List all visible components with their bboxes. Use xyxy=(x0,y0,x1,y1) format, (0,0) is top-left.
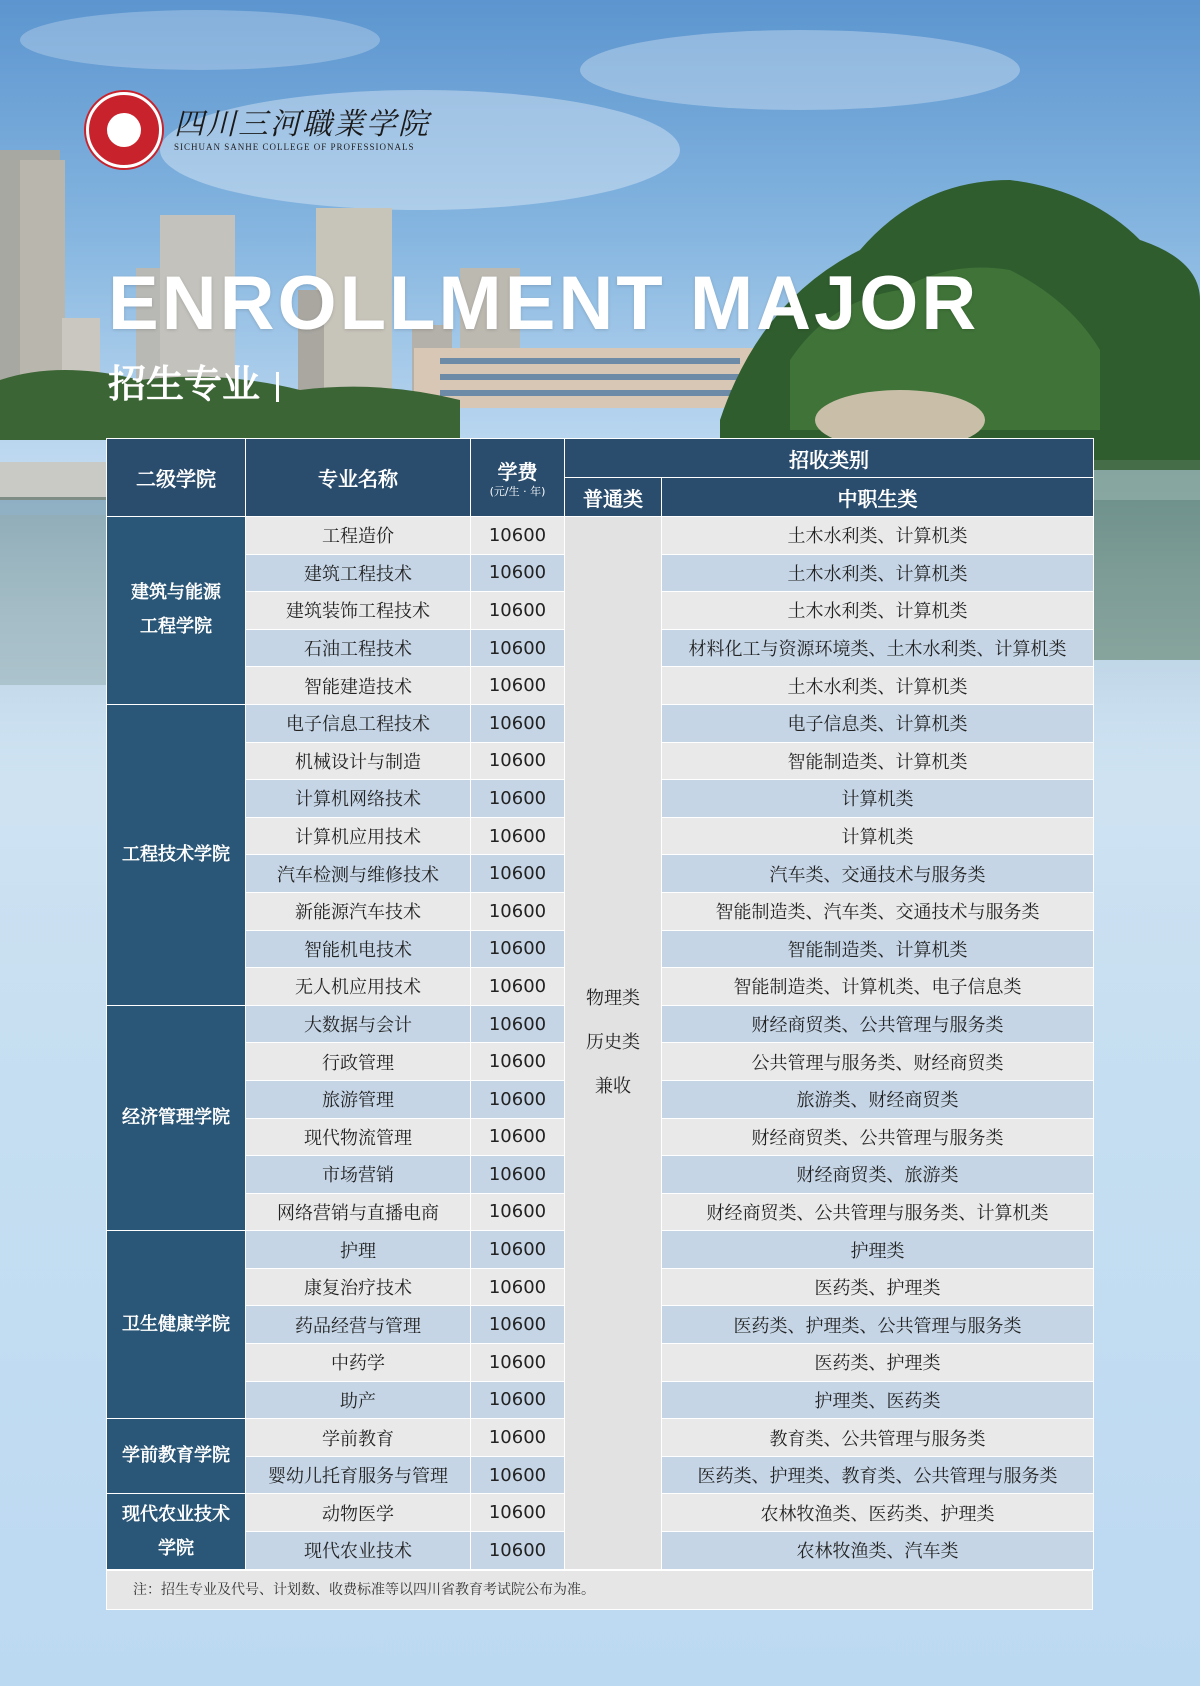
tuition-cell: 10600 xyxy=(471,554,565,592)
vocational-category-cell: 护理类 xyxy=(662,1231,1094,1269)
vocational-category-cell: 土木水利类、计算机类 xyxy=(662,517,1094,555)
vocational-category-cell: 土木水利类、计算机类 xyxy=(662,554,1094,592)
vocational-category-cell: 智能制造类、计算机类 xyxy=(662,930,1094,968)
major-name-cell: 工程造价 xyxy=(246,517,471,555)
major-name-cell: 现代物流管理 xyxy=(246,1118,471,1156)
vocational-category-cell: 医药类、护理类 xyxy=(662,1344,1094,1382)
tuition-cell: 10600 xyxy=(471,1231,565,1269)
tuition-cell: 10600 xyxy=(471,1193,565,1231)
tuition-cell: 10600 xyxy=(471,592,565,630)
vocational-category-cell: 电子信息类、计算机类 xyxy=(662,704,1094,742)
tuition-cell: 10600 xyxy=(471,1005,565,1043)
major-name-cell: 计算机网络技术 xyxy=(246,780,471,818)
tuition-cell: 10600 xyxy=(471,742,565,780)
vocational-category-cell: 财经商贸类、公共管理与服务类 xyxy=(662,1118,1094,1156)
tuition-cell: 10600 xyxy=(471,1043,565,1081)
department-name-line: 工程学院 xyxy=(140,616,212,638)
major-name-cell: 旅游管理 xyxy=(246,1080,471,1118)
major-name-cell: 机械设计与制造 xyxy=(246,742,471,780)
department-name-line: 卫生健康学院 xyxy=(122,1313,230,1335)
major-name-cell: 电子信息工程技术 xyxy=(246,704,471,742)
major-name-cell: 石油工程技术 xyxy=(246,629,471,667)
vocational-category-cell: 智能制造类、计算机类 xyxy=(662,742,1094,780)
vocational-category-cell: 财经商贸类、公共管理与服务类 xyxy=(662,1005,1094,1043)
tuition-cell: 10600 xyxy=(471,892,565,930)
major-name-cell: 网络营销与直播电商 xyxy=(246,1193,471,1231)
college-logo xyxy=(86,92,430,168)
vocational-category-cell: 计算机类 xyxy=(662,817,1094,855)
major-name-cell: 智能建造技术 xyxy=(246,667,471,705)
header-fee xyxy=(471,439,565,517)
tuition-cell: 10600 xyxy=(471,517,565,555)
tuition-cell: 10600 xyxy=(471,667,565,705)
department-name-line: 学前教育学院 xyxy=(122,1445,230,1467)
major-name-cell: 汽车检测与维修技术 xyxy=(246,855,471,893)
regular-category-line: 历史类 xyxy=(586,1031,640,1053)
department-name-line: 学院 xyxy=(158,1537,194,1559)
department-name-line: 经济管理学院 xyxy=(122,1107,230,1128)
vocational-category-cell: 农林牧渔类、医药类、护理类 xyxy=(662,1494,1094,1532)
vocational-category-cell: 财经商贸类、旅游类 xyxy=(662,1156,1094,1194)
vocational-category-cell: 智能制造类、计算机类、电子信息类 xyxy=(662,968,1094,1006)
vocational-category-cell: 旅游类、财经商贸类 xyxy=(662,1080,1094,1118)
major-name-cell: 护理 xyxy=(246,1231,471,1269)
vocational-category-cell: 公共管理与服务类、财经商贸类 xyxy=(662,1043,1094,1081)
vocational-category-cell: 教育类、公共管理与服务类 xyxy=(662,1419,1094,1457)
table-row xyxy=(107,517,1094,555)
major-name-cell: 药品经营与管理 xyxy=(246,1306,471,1344)
tuition-cell: 10600 xyxy=(471,930,565,968)
header-fee-unit: (元/生 · 年) xyxy=(489,485,546,498)
major-name-cell: 中药学 xyxy=(246,1344,471,1382)
major-name-cell: 学前教育 xyxy=(246,1419,471,1457)
tuition-cell: 10600 xyxy=(471,1344,565,1382)
major-name-cell: 现代农业技术 xyxy=(246,1532,471,1570)
major-name-cell: 建筑装饰工程技术 xyxy=(246,592,471,630)
header-vocational: 中职生类 xyxy=(662,478,1094,517)
vocational-category-cell: 农林牧渔类、汽车类 xyxy=(662,1532,1094,1570)
regular-category-line: 物理类 xyxy=(586,987,640,1009)
major-name-cell: 行政管理 xyxy=(246,1043,471,1081)
tuition-cell: 10600 xyxy=(471,780,565,818)
major-name-cell: 智能机电技术 xyxy=(246,930,471,968)
tuition-cell: 10600 xyxy=(471,855,565,893)
enrollment-table xyxy=(106,438,1094,1570)
college-seal-icon xyxy=(86,92,162,168)
tuition-cell: 10600 xyxy=(471,1306,565,1344)
department-cell xyxy=(107,517,246,705)
vocational-category-cell: 材料化工与资源环境类、土木水利类、计算机类 xyxy=(662,629,1094,667)
major-name-cell: 市场营销 xyxy=(246,1156,471,1194)
vocational-category-cell: 财经商贸类、公共管理与服务类、计算机类 xyxy=(662,1193,1094,1231)
department-name-line: 建筑与能源 xyxy=(131,582,221,604)
department-cell xyxy=(107,704,246,1005)
footnote: 注：招生专业及代号、计划数、收费标准等以四川省教育考试院公布为准。 xyxy=(106,1570,1093,1610)
header-category: 招收类别 xyxy=(565,439,1094,478)
vocational-category-cell: 医药类、护理类、公共管理与服务类 xyxy=(662,1306,1094,1344)
vocational-category-cell: 土木水利类、计算机类 xyxy=(662,592,1094,630)
title-chinese: 招生专业 xyxy=(108,362,261,406)
tuition-cell: 10600 xyxy=(471,1080,565,1118)
department-cell xyxy=(107,1231,246,1419)
major-name-cell: 无人机应用技术 xyxy=(246,968,471,1006)
tuition-cell: 10600 xyxy=(471,817,565,855)
department-name-line: 工程技术学院 xyxy=(122,843,230,865)
regular-category-line: 兼收 xyxy=(595,1075,631,1097)
title-divider xyxy=(276,372,279,402)
major-name-cell: 新能源汽车技术 xyxy=(246,892,471,930)
vocational-category-cell: 医药类、护理类、教育类、公共管理与服务类 xyxy=(662,1456,1094,1494)
department-name-line: 现代农业技术 xyxy=(122,1503,230,1525)
major-name-cell: 婴幼儿托育服务与管理 xyxy=(246,1456,471,1494)
tuition-cell: 10600 xyxy=(471,1456,565,1494)
table-body xyxy=(107,517,1094,1570)
tuition-cell: 10600 xyxy=(471,1419,565,1457)
tuition-cell: 10600 xyxy=(471,1118,565,1156)
major-name-cell: 计算机应用技术 xyxy=(246,817,471,855)
vocational-category-cell: 医药类、护理类 xyxy=(662,1268,1094,1306)
vocational-category-cell: 智能制造类、汽车类、交通技术与服务类 xyxy=(662,892,1094,930)
major-name-cell: 大数据与会计 xyxy=(246,1005,471,1043)
header-major: 专业名称 xyxy=(246,439,471,517)
major-name-cell: 建筑工程技术 xyxy=(246,554,471,592)
major-name-cell: 助产 xyxy=(246,1381,471,1419)
vocational-category-cell: 汽车类、交通技术与服务类 xyxy=(662,855,1094,893)
department-cell xyxy=(107,1419,246,1494)
title-english: ENROLLMENT MAJOR xyxy=(108,261,980,346)
tuition-cell: 10600 xyxy=(471,1381,565,1419)
vocational-category-cell: 计算机类 xyxy=(662,780,1094,818)
tuition-cell: 10600 xyxy=(471,968,565,1006)
major-name-cell: 康复治疗技术 xyxy=(246,1268,471,1306)
logo-chinese-name: 四川三河職業学院 xyxy=(174,107,430,142)
vocational-category-cell: 土木水利类、计算机类 xyxy=(662,667,1094,705)
header-regular: 普通类 xyxy=(565,478,662,517)
regular-category-cell xyxy=(565,517,662,1570)
vocational-category-cell: 护理类、医药类 xyxy=(662,1381,1094,1419)
logo-english-name: SICHUAN SANHE COLLEGE OF PROFESSIONALS xyxy=(174,142,415,152)
tuition-cell: 10600 xyxy=(471,1532,565,1570)
tuition-cell: 10600 xyxy=(471,1268,565,1306)
tuition-cell: 10600 xyxy=(471,629,565,667)
department-cell xyxy=(107,1005,246,1231)
header-dept: 二级学院 xyxy=(107,439,246,517)
tuition-cell: 10600 xyxy=(471,1494,565,1532)
department-cell xyxy=(107,1494,246,1569)
major-name-cell: 动物医学 xyxy=(246,1494,471,1532)
tuition-cell: 10600 xyxy=(471,1156,565,1194)
tuition-cell: 10600 xyxy=(471,704,565,742)
header-fee-label: 学费 xyxy=(497,460,538,484)
